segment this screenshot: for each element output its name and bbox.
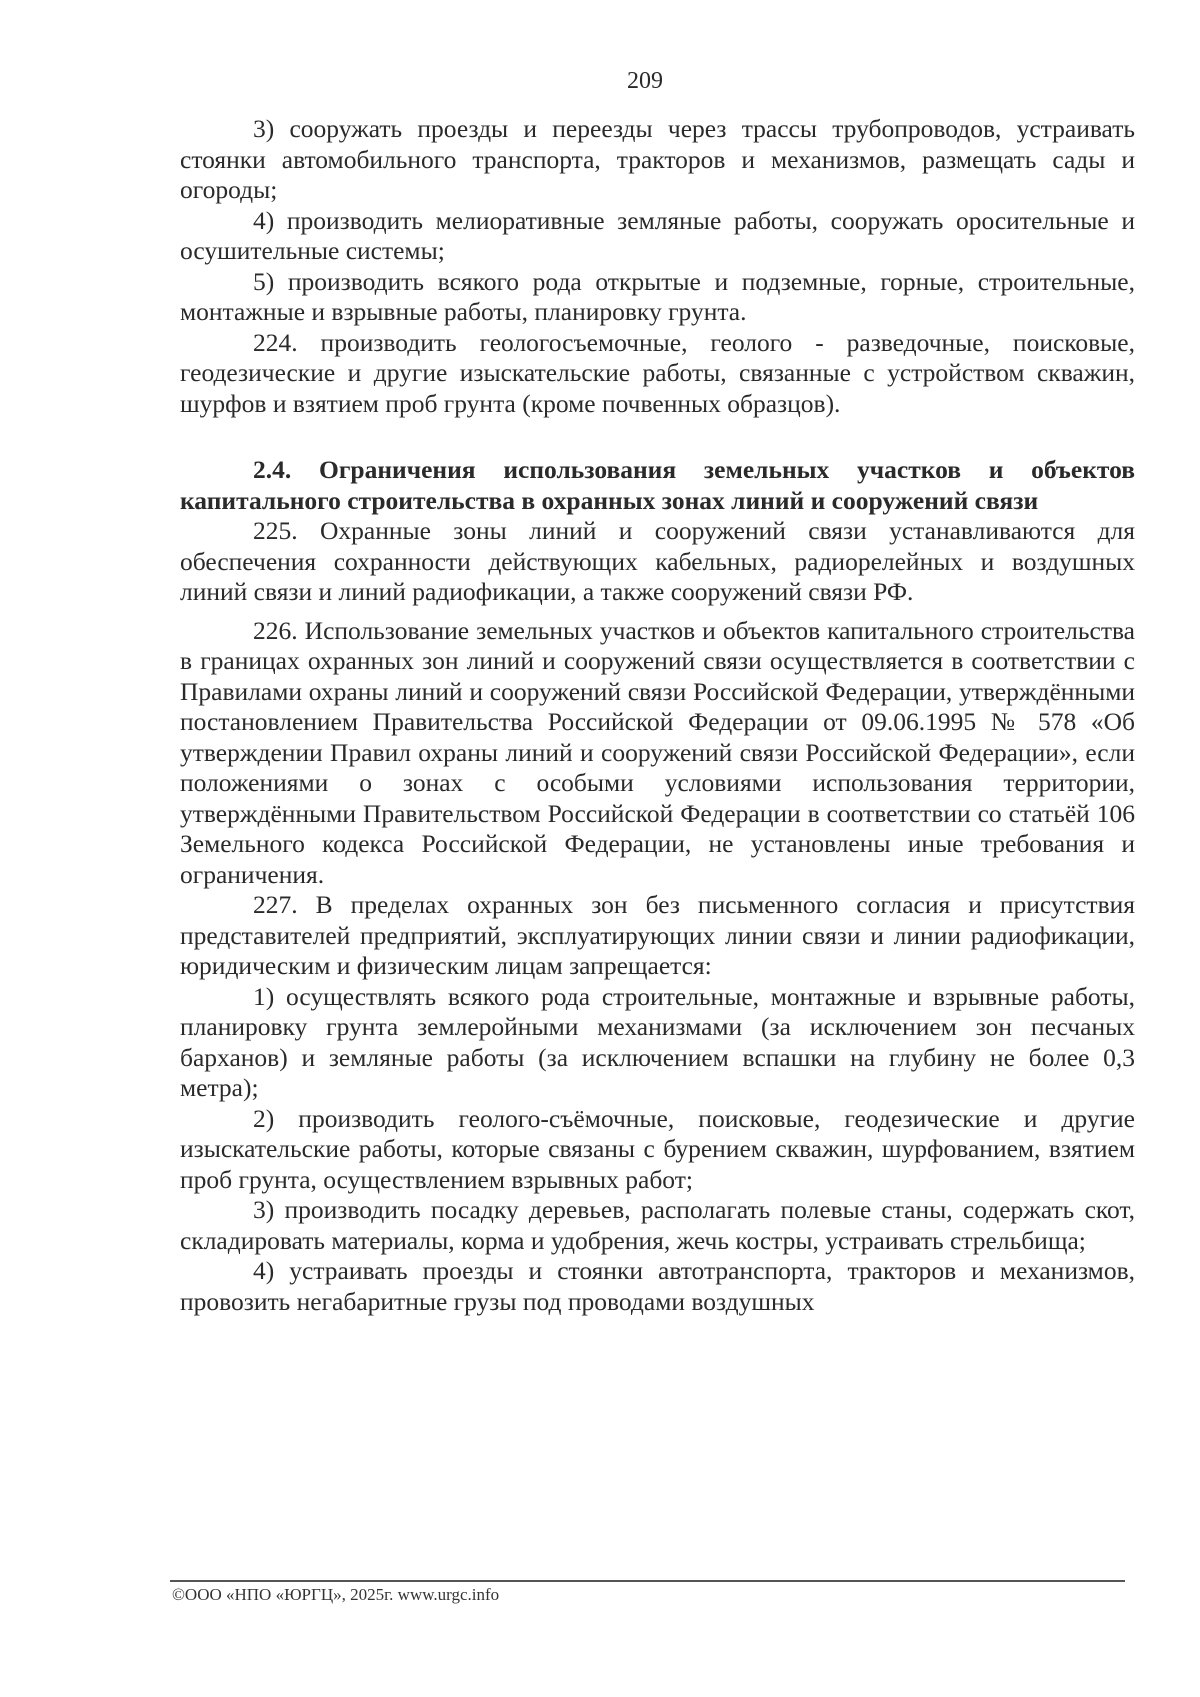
- paragraph-227: 227. В пределах охранных зон без письменного согласия и присутствия представителей предприятий, эксплуатирующих линии связи и линии радиофикации, юридическим и физическим лицам запрещается:: [180, 890, 1135, 980]
- document-body: [180, 114, 1135, 1317]
- paragraph-225: 225. Охранные зоны линий и сооружений связи устанавливаются для обеспечения сохранности действующих кабельных, радиорелейных и воздушных линий связи и линий радиофикации, а также сооружений связи РФ.: [180, 516, 1135, 606]
- paragraph-item-3: 3) сооружать проезды и переезды через трассы трубопроводов, устраивать стоянки автомобильного транспорта, тракторов и механизмов, размещать сады и огороды;: [180, 114, 1135, 204]
- spacer: [180, 419, 1135, 455]
- spacer: [180, 608, 1135, 616]
- paragraph-224: 224. производить геологосъемочные, геолого - разведочные, поисковые, геодезические и другие изыскательские работы, связанные с устройством скважин, шурфов и взятием проб грунта (кроме почвенных образцов).: [180, 327, 1135, 418]
- footer-divider: [170, 1580, 1125, 1582]
- page-number: 209: [627, 68, 663, 94]
- paragraph-227-item-1: 1) осуществлять всякого рода строительные, монтажные и взрывные работы, планировку грунта землеройными механизмами (за исключением зон песчаных барханов) и земляные работы (за исключением вспашки на глубину не более 0,3 метра);: [180, 981, 1135, 1102]
- paragraph-227-item-2: 2) производить геолого-съёмочные, поисковые, геодезические и другие изыскательские работы, которые связаны с бурением скважин, шурфованием, взятием проб грунта, осуществлением взрывных работ;: [180, 1103, 1135, 1194]
- section-heading: 2.4. Ограничения использования земельных участков и объектов капитального строительства в охранных зонах линий и сооружений связи: [180, 455, 1135, 515]
- paragraph-227-item-4: 4) устраивать проезды и стоянки автотранспорта, тракторов и механизмов, провозить негабаритные грузы под проводами воздушных: [180, 1256, 1135, 1316]
- paragraph-item-4: 4) производить мелиоративные земляные работы, сооружать оросительные и осушительные системы;: [180, 205, 1135, 265]
- paragraph-227-item-3: 3) производить посадку деревьев, располагать полевые станы, содержать скот, складировать материалы, корма и удобрения, жечь костры, устраивать стрельбища;: [180, 1195, 1135, 1255]
- footer-copyright: ©ООО «НПО «ЮРГЦ», 2025г. www.urgc.info: [172, 1585, 500, 1604]
- paragraph-item-5: 5) производить всякого рода открытые и подземные, горные, строительные, монтажные и взрывные работы, планировку грунта.: [180, 266, 1135, 326]
- paragraph-226: 226. Использование земельных участков и объектов капитального строительства в границах охранных зон линий и сооружений связи осуществляется в соответствии с Правилами охраны линий и сооружений связи Российской Федерации, утверждёнными постановлением Правительства Российской Федерации от 09.06.1995 № 578 «Об утверждении Правил охраны линий и сооружений связи Российской Федерации», если положениями о зонах с особыми условиями использования территории, утверждёнными Правительством Российской Федерации в соответствии со статьёй 106 Земельного кодекса Российской Федерации, не установлены иные требования и ограничения.: [180, 615, 1135, 889]
